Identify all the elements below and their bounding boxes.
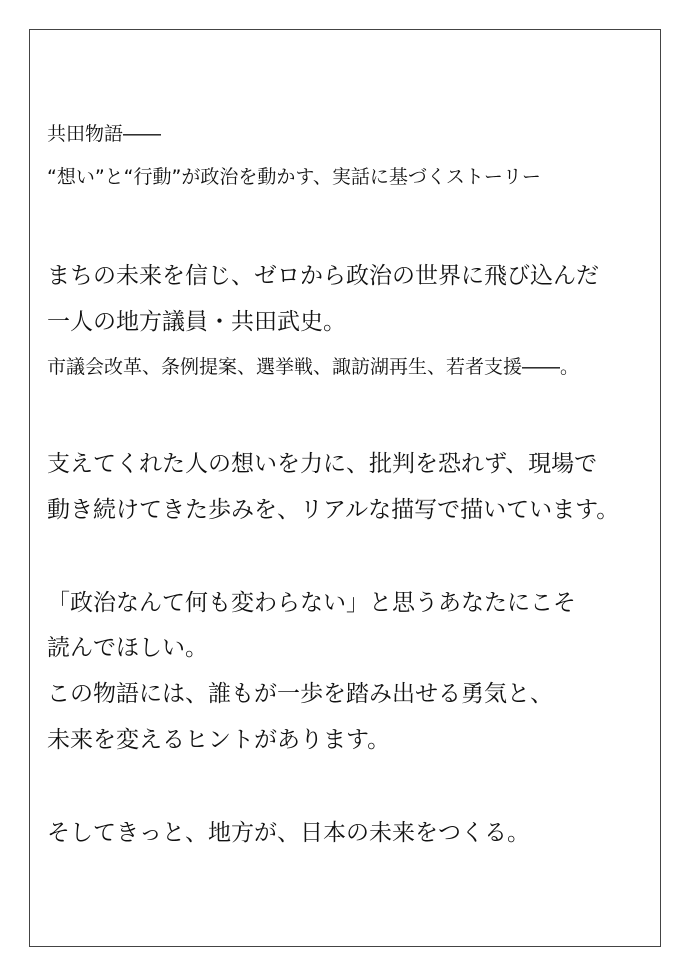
body-line-2: 動き続けてきた歩みを、リアルな描写で描いています。 [47, 497, 620, 523]
body-line-1: 支えてくれた人の想いを力に、批判を恐れず、現場で [47, 451, 598, 477]
message-line-1: この物語には、誰もが一歩を踏み出せる勇気と、 [47, 681, 553, 707]
intro-line-1: まちの未来を信じ、ゼロから政治の世界に飛び込んだ [47, 263, 599, 289]
story-title: 共田物語―― [47, 123, 162, 145]
closing-line: そしてきっと、地方が、日本の未来をつくる。 [47, 820, 530, 846]
quote-line-2: 読んでほしい。 [47, 635, 208, 661]
message-line-2: 未来を変えるヒントがあります。 [47, 727, 391, 753]
intro-line-2: 一人の地方議員・共田武史。 [47, 309, 346, 335]
quote-line-1: 「政治なんて何も変わらない」と思うあなたにこそ [47, 590, 576, 616]
story-subtitle: “想い”と“行動”が政治を動かす、実話に基づくストーリー [47, 166, 541, 188]
topics-line: 市議会改革、条例提案、選挙戦、諏訪湖再生、若者支援――。 [47, 356, 580, 378]
